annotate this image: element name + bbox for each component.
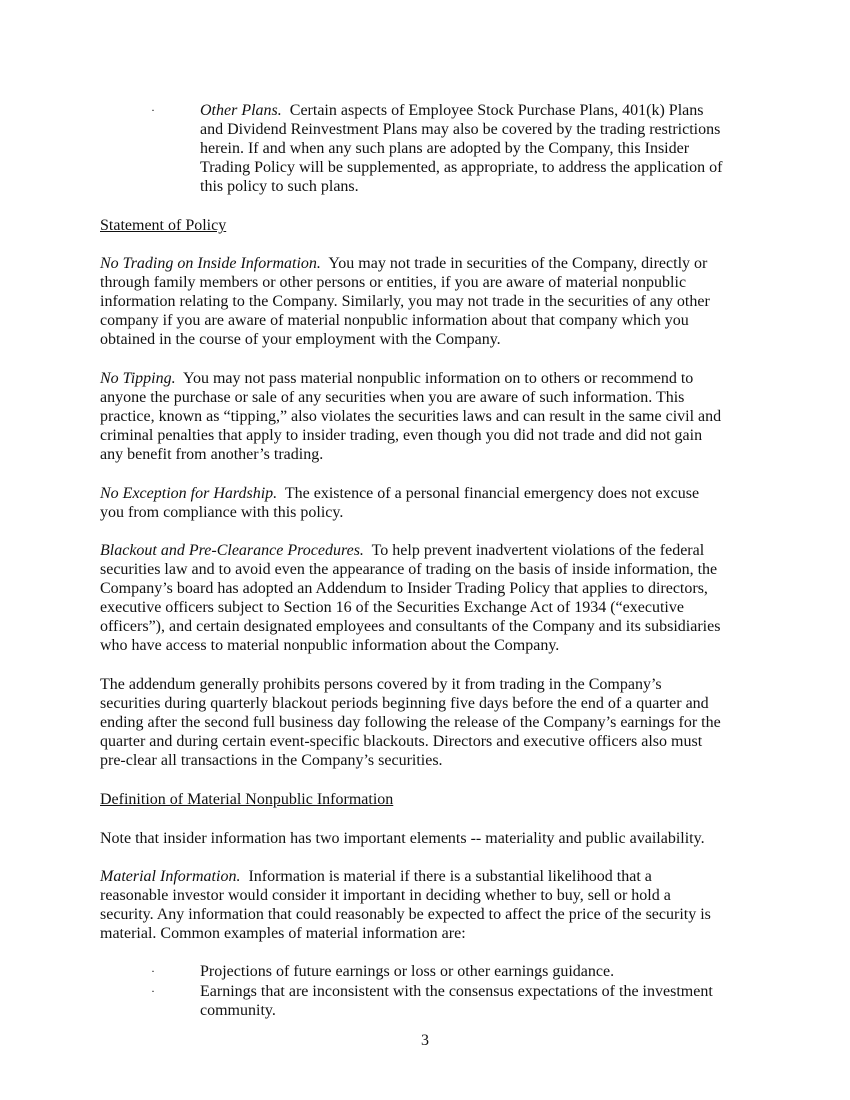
page-number: 3 xyxy=(421,1032,429,1049)
text-line: information relating to the Company. Similarly, you may not trade in the securities of any other xyxy=(100,293,710,311)
text-line: To help prevent inadvertent violations of the federal xyxy=(363,542,705,559)
text-line: Projections of future earnings or loss or other earnings guidance. xyxy=(200,963,615,980)
text-line: quarter and during certain event-specific blackouts. Directors and executive officers also must xyxy=(100,733,703,751)
text-line: The existence of a personal financial emergency does not excuse xyxy=(277,485,700,502)
text-line: ending after the second full business day following the release of the Company’s earnings for the xyxy=(100,714,721,732)
text-line: you from compliance with this policy. xyxy=(100,504,344,522)
other-plans-lead: Other Plans. xyxy=(200,102,282,119)
text-line: officers”), and certain designated employees and consultants of the Company and its subsidiaries xyxy=(100,618,721,636)
text-line: securities during quarterly blackout periods beginning five days before the end of a quarter and xyxy=(100,695,709,713)
paragraph-no-exception xyxy=(100,484,780,522)
text-line: reasonable investor would consider it important in deciding whether to buy, sell or hold a xyxy=(100,887,671,905)
paragraph-lead: No Trading on Inside Information. xyxy=(100,255,321,272)
text-line: You may not pass material nonpublic information on to others or recommend to xyxy=(175,370,694,387)
paragraph-blackout xyxy=(100,541,780,656)
section-heading-statement: Statement of Policy xyxy=(100,217,227,234)
text-line: company if you are aware of material nonpublic information about that company which you xyxy=(100,312,689,330)
text-line: any benefit from another’s trading. xyxy=(100,446,324,464)
text-line: Company’s board has adopted an Addendum to Insider Trading Policy that applies to directors, xyxy=(100,580,708,598)
text-line: security. Any information that could reasonably be expected to affect the price of the security is xyxy=(100,906,711,924)
text-line: Information is material if there is a substantial likelihood that a xyxy=(240,868,652,885)
text-line: obtained in the course of your employment with the Company. xyxy=(100,331,501,349)
section-heading-definition: Definition of Material Nonpublic Information xyxy=(100,791,394,808)
text-line: Certain aspects of Employee Stock Purchase Plans, 401(k) Plans xyxy=(281,102,704,119)
text-line: herein. If and when any such plans are adopted by the Company, this Insider xyxy=(200,140,690,158)
paragraph-lead: No Exception for Hardship. xyxy=(100,485,278,502)
text-line: securities law and to avoid even the appearance of trading on the basis of inside information, the xyxy=(100,561,718,579)
text-line: practice, known as “tipping,” also violates the securities laws and can result in the same civil and xyxy=(100,408,722,426)
text-line: Trading Policy will be supplemented, as appropriate, to address the application of xyxy=(200,159,723,177)
text-line: Earnings that are inconsistent with the consensus expectations of the investment xyxy=(200,983,713,1000)
text-line: through family members or other persons or entities, if you are aware of material nonpublic xyxy=(100,274,687,292)
paragraph-lead: Material Information. xyxy=(100,868,241,885)
text-line: executive officers subject to Section 16 of the Securities Exchange Act of 1934 (“executive xyxy=(100,599,684,617)
text-line: and Dividend Reinvestment Plans may also be covered by the trading restrictions xyxy=(200,121,721,139)
text-line: pre-clear all transactions in the Company’s securities. xyxy=(100,752,443,770)
paragraph-lead: No Tipping. xyxy=(100,370,176,387)
text-line: this policy to such plans. xyxy=(200,178,359,196)
text-line: You may not trade in securities of the Company, directly or xyxy=(320,255,708,272)
other-plans-bullet xyxy=(151,101,800,196)
paragraph-material xyxy=(100,867,780,943)
text-line: anyone the purchase or sale of any securities when you are aware of such information. This xyxy=(100,389,685,407)
bullet-icon: · xyxy=(151,103,155,117)
text-line: who have access to material nonpublic information about the Company. xyxy=(100,637,560,655)
bullet-icon: · xyxy=(151,984,155,998)
text-line: The addendum generally prohibits persons covered by it from trading in the Company’s xyxy=(100,676,662,693)
example-bullet xyxy=(151,982,800,1020)
paragraph-no-tipping xyxy=(100,369,780,464)
paragraph-note: Note that insider information has two important elements -- materiality and public availability. xyxy=(100,830,705,847)
paragraph-addendum xyxy=(100,675,780,770)
example-bullet xyxy=(151,962,800,981)
text-line: material. Common examples of material information are: xyxy=(100,925,466,943)
paragraph-no-trading xyxy=(100,254,780,349)
text-line: criminal penalties that apply to insider trading, even though you did not trade and did not gain xyxy=(100,427,703,445)
paragraph-lead: Blackout and Pre-Clearance Procedures. xyxy=(100,542,364,559)
text-line: community. xyxy=(200,1002,276,1020)
bullet-icon: · xyxy=(151,964,155,978)
